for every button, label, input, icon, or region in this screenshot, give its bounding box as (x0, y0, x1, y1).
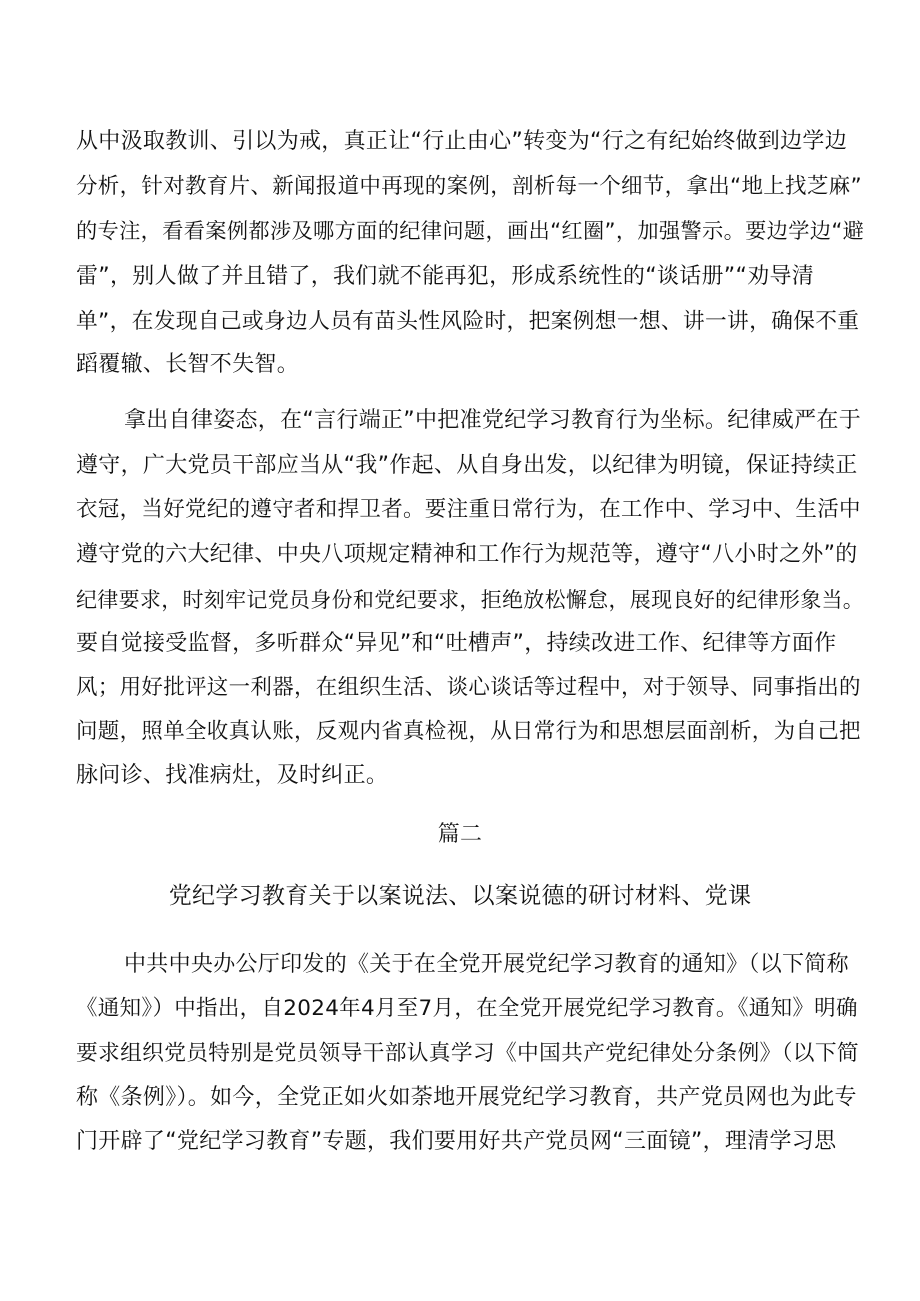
paragraph-3-line-1: 中共中央办公厅印发的《关于在全党开展党纪学习教育的通知》（以下简称 (124, 952, 849, 977)
paragraph-1-line-5: 单”，在发现自己或身边人员有苗头性风险时，把案例想一想、讲一讲，确保不重 (76, 309, 860, 334)
section-title: 党纪学习教育关于以案说法、以案说德的研讨材料、党课 (168, 883, 752, 909)
paragraph-3-line-2: 《通知》）中指出，自2024年4月至7月，在全党开展党纪学习教育。《通知》明确 (76, 996, 858, 1021)
paragraph-2-line-2: 遵守，广大党员干部应当从“我”作起、从自身出发，以纪律为明镜，保证持续正 (76, 453, 858, 478)
section-label: 篇二 (437, 822, 483, 847)
paragraph-1-line-6: 蹈覆辙、长智不失智。 (76, 352, 300, 377)
paragraph-2-line-6: 要自觉接受监督，多听群众“异见”和“吐槽声”，持续改进工作、纪律等方面作 (76, 631, 837, 656)
paragraph-2-line-9: 脉问诊、找准病灶，及时纠正。 (76, 763, 389, 788)
paragraph-3-line-3: 要求组织党员特别是党员领导干部认真学习《中国共产党纪律处分条例》（以下简 (76, 1041, 859, 1066)
paragraph-3-line-5: 门开辟了“党纪学习教育”专题，我们要用好共产党员网“三面镜”，理清学习思 (76, 1129, 837, 1154)
paragraph-3-line-4: 称《条例》）。如今，全党正如火如荼地开展党纪学习教育，共产党员网也为此专 (76, 1085, 857, 1110)
paragraph-1-line-4: 雷”，别人做了并且错了，我们就不能再犯，形成系统性的“谈话册”“劝导清 (76, 264, 815, 289)
paragraph-1-line-2: 分析，针对教育片、新闻报道中再现的案例，剖析每一个细节，拿出“地上找芝麻” (76, 174, 862, 199)
paragraph-2-line-3: 衣冠，当好党纪的遵守者和捍卫者。要注重日常行为，在工作中、学习中、生活中 (76, 497, 861, 522)
paragraph-2-line-4: 遵守党的六大纪律、中央八项规定精神和工作行为规范等，遵守“八小时之外”的 (76, 542, 858, 567)
paragraph-1-line-3: 的专注，看看案例都涉及哪方面的纪律问题，画出“红圈”，加强警示。要边学边“避 (76, 219, 865, 244)
paragraph-2-line-5: 纪律要求，时刻牢记党员身份和党纪要求，拒绝放松懈怠，展现良好的纪律形象当。 (76, 588, 865, 612)
paragraph-2-line-1: 拿出自律姿态，在“言行端正”中把准党纪学习教育行为坐标。纪律威严在于 (124, 408, 861, 433)
paragraph-2-line-8: 问题，照单全收真认账，反观内省真检视，从日常行为和思想层面剖析，为自己把 (76, 719, 861, 744)
paragraph-1-line-1: 从中汲取教训、引以为戒，真正让“行止由心”转变为“行之有纪始终做到边学边 (76, 129, 847, 154)
paragraph-2-line-7: 风；用好批评这一利器，在组织生活、谈心谈话等过程中，对于领导、同事指出的 (76, 675, 861, 700)
